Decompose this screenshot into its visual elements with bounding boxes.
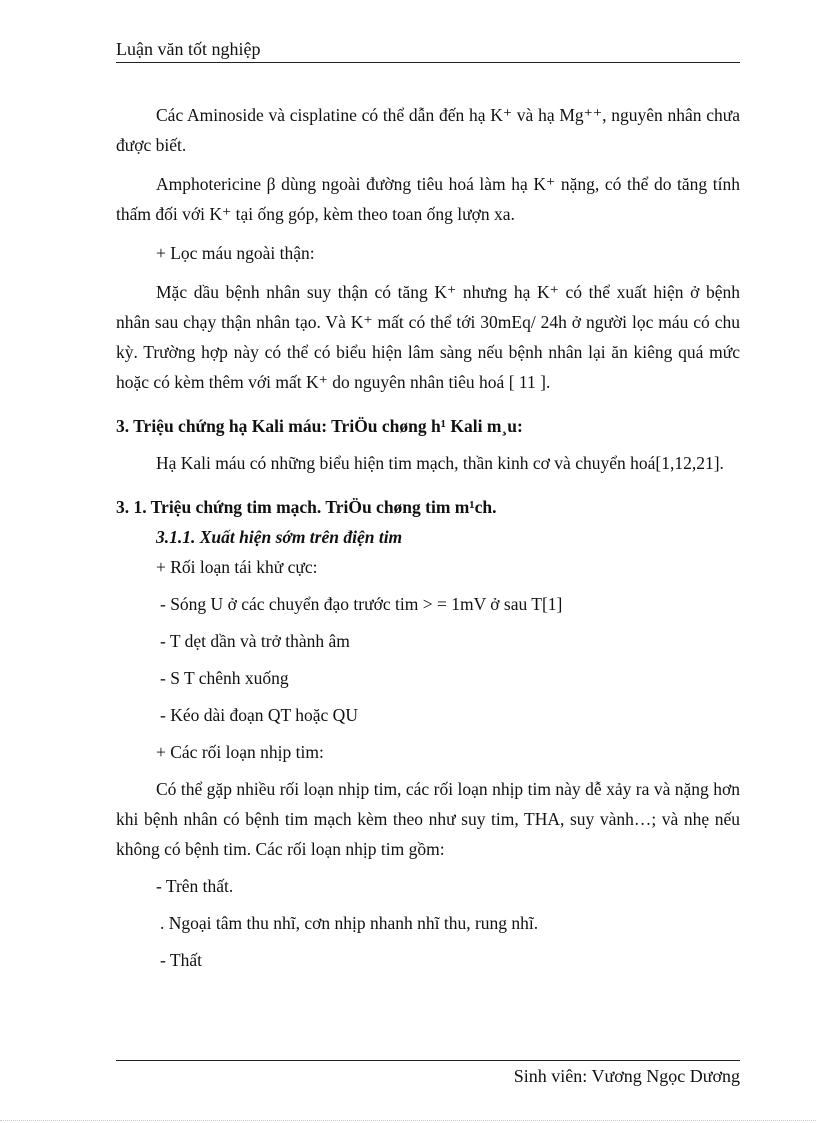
item-that: - Thất xyxy=(160,950,202,970)
item-tren-that: - Trên thất. xyxy=(156,876,234,896)
item-roi-loan-nhip: + Các rối loạn nhịp tim: xyxy=(156,742,324,762)
item-loc-mau: + Lọc máu ngoài thận: xyxy=(156,243,315,263)
page-edge-dotted-line xyxy=(0,1120,816,1121)
running-header: Luận văn tốt nghiệp xyxy=(116,39,261,59)
paragraph-aminoside: Các Aminoside và cisplatine có thể dẫn đến hạ K⁺ và hạ Mg⁺⁺, nguyên nhân chưa được biết. xyxy=(116,105,740,155)
paragraph-roi-loan-nhip: Có thể gặp nhiều rối loạn nhịp tim, các rối loạn nhịp tim này dễ xảy ra và nặng hơn khi bệnh nhân có bệnh tim mạch kèm theo như suy tim, THA, suy vành…; và nhẹ nếu không có bệnh tim. Các rối loạn nhịp tim gồm: xyxy=(116,779,740,859)
item-st-chenh: - S T chênh xuống xyxy=(160,668,289,688)
header-rule xyxy=(116,62,740,63)
heading-section-3-1: 3. 1. Triệu chứng tim mạch. TriÖu chøng tim m¹ch. xyxy=(116,497,497,517)
footer-rule xyxy=(116,1060,740,1061)
item-ngoai-tam-thu: . Ngoại tâm thu nhĩ, cơn nhịp nhanh nhĩ thu, rung nhĩ. xyxy=(160,913,539,933)
running-footer: Sinh viên: Vương Ngọc Dương xyxy=(513,1066,740,1086)
item-qt-qu: - Kéo dài đoạn QT hoặc QU xyxy=(160,705,358,725)
heading-section-3-1-1: 3.1.1. Xuất hiện sớm trên điện tim xyxy=(156,527,403,547)
paragraph-amphotericine: Amphotericine β dùng ngoài đường tiêu hoá làm hạ K⁺ nặng, có thể do tăng tính thấm đối với K⁺ tại ống góp, kèm theo toan ống lượn xa. xyxy=(116,174,740,224)
paragraph-ha-kali: Hạ Kali máu có những biểu hiện tim mạch, thần kinh cơ và chuyển hoá[1,12,21]. xyxy=(156,453,724,473)
paragraph-suy-than: Mặc dầu bệnh nhân suy thận có tăng K⁺ nhưng hạ K⁺ có thể xuất hiện ở bệnh nhân sau chạy thận nhân tạo. Và K⁺ mất có thể tới 30mEq/ 24h ở người lọc máu có chu kỳ. Trường hợp này có thể có biểu hiện lâm sàng nếu bệnh nhân lại ăn kiêng quá mức hoặc có kèm thêm với mất K⁺ do nguyên nhân tiêu hoá [ 11 ]. xyxy=(116,282,740,392)
page-body xyxy=(116,100,740,975)
item-roi-loan-tai-khu-cuc: + Rối loạn tái khử cực: xyxy=(156,557,318,577)
item-t-det: - T dẹt dần và trở thành âm xyxy=(160,631,350,651)
item-song-u: - Sóng U ở các chuyển đạo trước tim > = 1mV ở sau T[1] xyxy=(160,594,563,614)
heading-section-3: 3. Triệu chứng hạ Kali máu: TriÖu chøng h¹ Kali m¸u: xyxy=(116,416,523,436)
